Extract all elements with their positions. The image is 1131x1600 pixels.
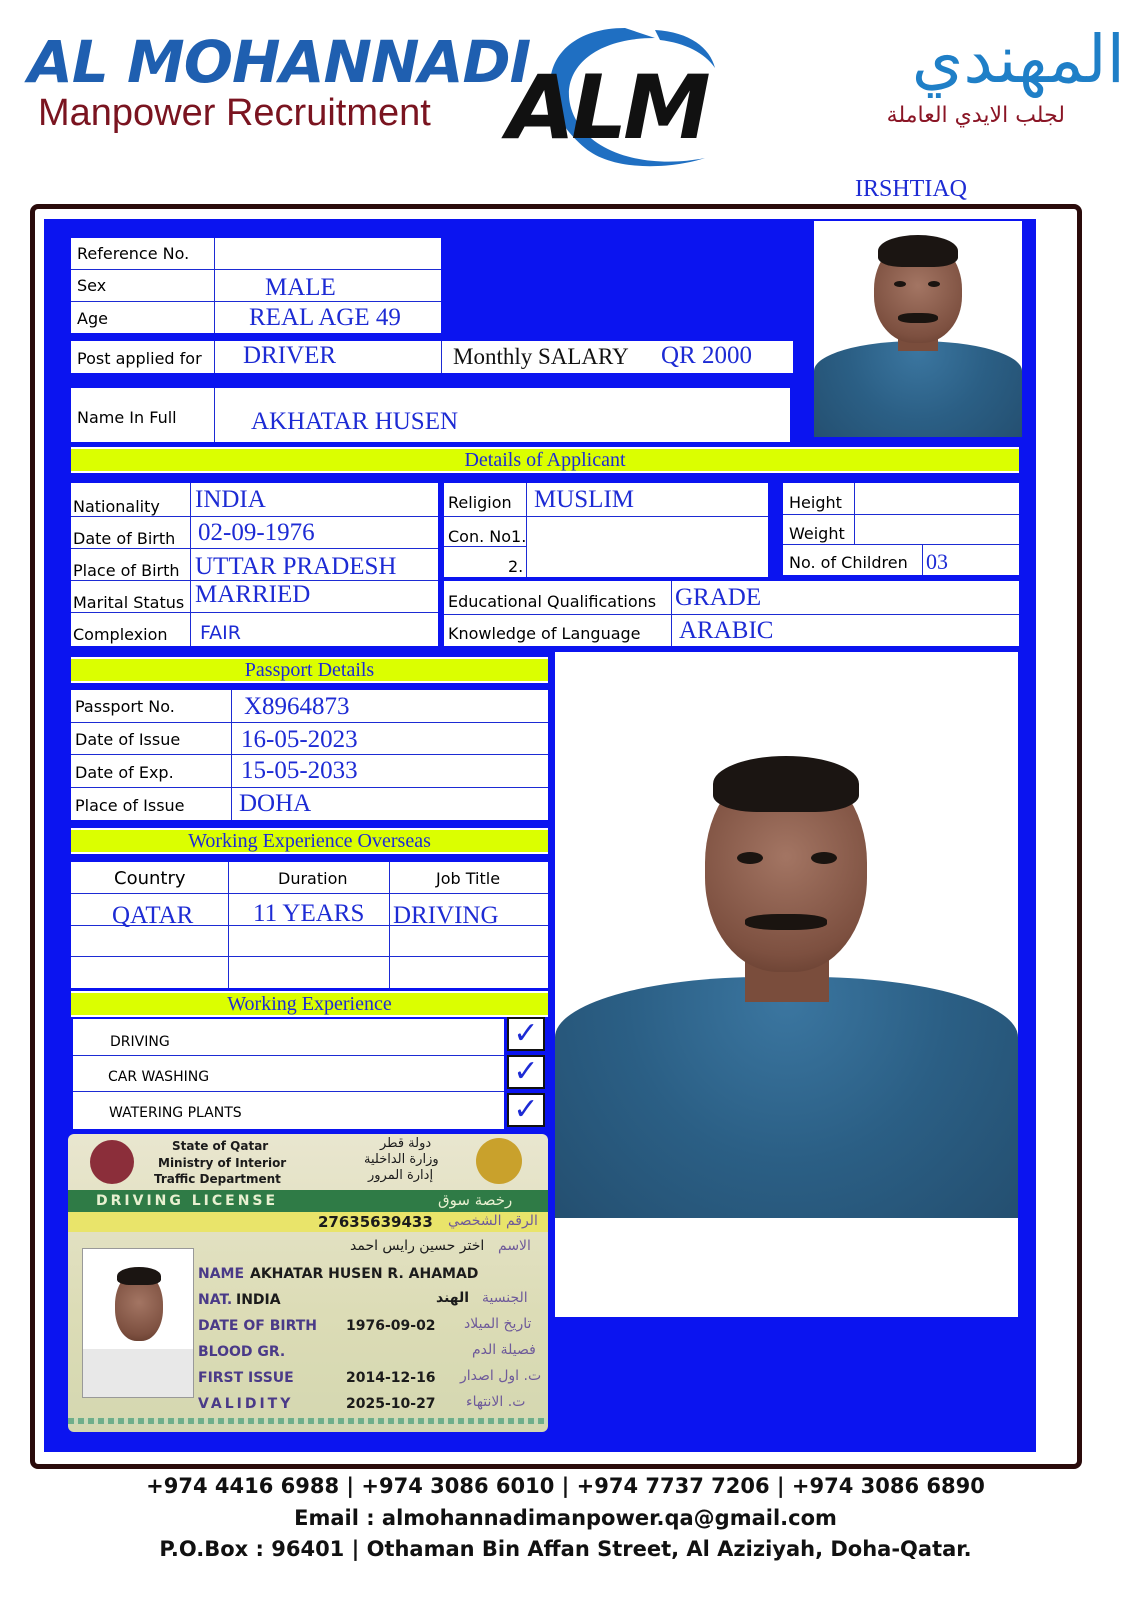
overseas-col-country: Country — [114, 868, 186, 889]
pob-value: UTTAR PRADESH — [195, 553, 397, 580]
children-label: No. of Children — [789, 553, 908, 572]
con2-label: 2. — [508, 557, 524, 576]
passport-table — [71, 690, 548, 820]
applicant-photo-large — [555, 652, 1018, 1317]
dob-value: 02-09-1976 — [198, 519, 315, 546]
pob-label: Place of Birth — [73, 561, 180, 580]
license-first-issue-ar: ت. اول اصدار — [460, 1368, 542, 1384]
religion-label: Religion — [448, 493, 512, 512]
overseas-duration: 11 YEARS — [253, 900, 365, 927]
details-middle-table — [444, 483, 768, 577]
license-state-ar: دولة قطر — [380, 1136, 432, 1151]
license-dept-en: Traffic Department — [154, 1172, 281, 1186]
overseas-table — [71, 862, 548, 988]
overseas-heading: Working Experience Overseas — [71, 828, 548, 854]
license-dept-ar: إدارة المرور — [368, 1168, 434, 1183]
alm-logo — [505, 18, 730, 178]
complexion-label: Complexion — [73, 625, 168, 644]
license-name-ar-value: اختر حسين رايس احمد — [350, 1238, 485, 1254]
nationality-label: Nationality — [73, 497, 160, 516]
license-id-bar — [68, 1212, 548, 1232]
license-id-ar: الرقم الشخصي — [448, 1213, 538, 1229]
license-state-en: State of Qatar — [172, 1139, 269, 1153]
license-nat-value: INDIA — [236, 1292, 281, 1308]
education-table — [444, 581, 1019, 646]
name-value: AKHATAR HUSEN — [251, 408, 459, 435]
passport-no-label: Passport No. — [75, 697, 175, 716]
details-right-table — [783, 483, 1019, 575]
license-nat-label: NAT. — [198, 1292, 233, 1308]
license-first-issue-value: 2014-12-16 — [346, 1370, 436, 1386]
license-blood-label: BLOOD GR. — [198, 1344, 286, 1360]
nationality-value: INDIA — [195, 486, 266, 513]
list-item: WATERING PLANTS — [109, 1105, 242, 1121]
license-name-ar-label: الاسم — [498, 1238, 531, 1254]
passport-issue-value: 16-05-2023 — [241, 726, 358, 753]
checkmark-icon: ✓ — [507, 1093, 545, 1127]
experience-list — [73, 1019, 504, 1129]
language-label: Knowledge of Language — [448, 624, 641, 643]
brand-arabic-block — [740, 20, 1125, 132]
list-item: CAR WASHING — [108, 1069, 210, 1085]
driving-license-card — [68, 1134, 548, 1432]
passport-heading: Passport Details — [71, 657, 548, 683]
children-value: 03 — [926, 549, 948, 574]
details-left-table — [71, 483, 438, 646]
footer-address: P.O.Box : 96401 | Othaman Bin Affan Street, Al Aziziyah, Doha-Qatar. — [159, 1537, 972, 1561]
education-label: Educational Qualifications — [448, 592, 657, 611]
sex-value: MALE — [265, 274, 336, 301]
passport-exp-value: 15-05-2033 — [241, 757, 358, 784]
age-value: REAL AGE 49 — [249, 304, 401, 331]
brand-block — [28, 28, 531, 134]
passport-place-label: Place of Issue — [75, 796, 185, 815]
agent-name: IRSHTIAQ — [855, 176, 967, 202]
license-title-ar: رخصة سوق — [438, 1191, 513, 1209]
passport-exp-label: Date of Exp. — [75, 763, 174, 782]
religion-value: MUSLIM — [534, 486, 635, 513]
license-name-value: AKHATAR HUSEN R. AHAMAD — [250, 1266, 479, 1282]
license-title-bar — [68, 1190, 548, 1212]
license-ministry-ar: وزارة الداخلية — [364, 1152, 439, 1167]
brand-title: AL MOHANNADI — [28, 28, 531, 96]
marital-value: MARRIED — [195, 581, 311, 608]
license-id-number: 27635639433 — [318, 1213, 433, 1231]
license-pattern-strip — [68, 1418, 548, 1424]
overseas-country: QATAR — [112, 902, 194, 929]
passport-issue-label: Date of Issue — [75, 730, 181, 749]
details-heading: Details of Applicant — [71, 447, 1019, 473]
reference-label: Reference No. — [77, 244, 190, 263]
license-photo — [82, 1248, 194, 1398]
dob-label: Date of Birth — [73, 529, 176, 548]
con1-label: Con. No1. — [448, 527, 527, 546]
license-blood-ar: فصيلة الدم — [472, 1342, 536, 1358]
license-nat-ar-value: الهند — [436, 1290, 470, 1306]
overseas-col-duration: Duration — [278, 869, 348, 888]
gcc-emblem-icon — [476, 1138, 522, 1184]
license-validity-label: VALIDITY — [198, 1396, 294, 1412]
license-first-issue-label: FIRST ISSUE — [198, 1370, 294, 1386]
education-value: GRADE — [675, 584, 762, 611]
license-dob-value: 1976-09-02 — [346, 1318, 436, 1334]
license-validity-ar: ت. الانتهاء — [466, 1394, 526, 1410]
salary-value: QR 2000 — [661, 342, 752, 369]
list-item: DRIVING — [110, 1034, 170, 1050]
logo-text: ALM — [507, 56, 707, 159]
license-name-label: NAME — [198, 1266, 245, 1282]
license-ministry-en: Ministry of Interior — [158, 1156, 287, 1170]
age-label: Age — [77, 309, 108, 328]
top-info-table — [71, 238, 441, 333]
passport-place-value: DOHA — [239, 790, 312, 817]
language-value: ARABIC — [679, 617, 774, 644]
applicant-photo-small — [814, 221, 1022, 437]
checkmark-icon: ✓ — [507, 1055, 545, 1089]
license-validity-value: 2025-10-27 — [346, 1396, 436, 1412]
license-dob-ar: تاريخ الميلاد — [464, 1316, 532, 1332]
footer-phones: +974 4416 6988 | +974 3086 6010 | +974 7737 7206 | +974 3086 6890 — [146, 1474, 985, 1498]
license-nat-ar-label: الجنسية — [482, 1290, 528, 1306]
brand-arabic-subtitle: لجلب الايدي العاملة — [886, 103, 1065, 128]
weight-label: Weight — [789, 524, 845, 543]
post-label: Post applied for — [77, 349, 202, 368]
license-dob-label: DATE OF BIRTH — [198, 1318, 317, 1334]
name-row — [71, 388, 790, 442]
qatar-emblem-icon — [90, 1140, 134, 1184]
height-label: Height — [789, 493, 842, 512]
complexion-value: FAIR — [200, 622, 241, 644]
passport-no-value: X8964873 — [244, 693, 350, 720]
sex-label: Sex — [77, 276, 107, 295]
experience-heading: Working Experience — [71, 991, 548, 1017]
post-value: DRIVER — [243, 342, 337, 369]
name-label: Name In Full — [77, 408, 177, 427]
marital-label: Marital Status — [73, 593, 185, 612]
salary-label: Monthly SALARY — [453, 344, 629, 369]
post-row — [71, 341, 793, 373]
brand-subtitle: Manpower Recruitment — [38, 92, 431, 134]
license-title: DRIVING LICENSE — [96, 1193, 279, 1209]
checkmark-icon: ✓ — [507, 1017, 545, 1051]
overseas-job: DRIVING — [393, 902, 499, 929]
brand-arabic: المهندي — [911, 21, 1125, 98]
footer-email: Email : almohannadimanpower.qa@gmail.com — [294, 1506, 837, 1530]
overseas-col-job: Job Title — [436, 869, 501, 888]
